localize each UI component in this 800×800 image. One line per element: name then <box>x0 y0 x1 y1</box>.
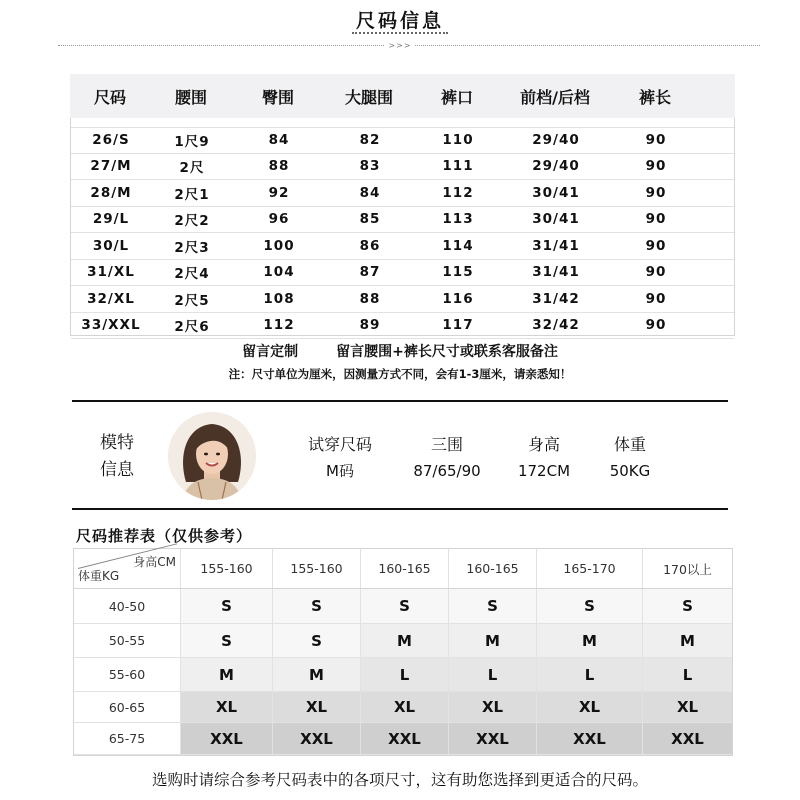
recommend-table <box>73 548 733 756</box>
model-field-label: 试穿尺码 <box>307 435 372 454</box>
cell-size: 28/M <box>90 184 132 201</box>
cell-hem: 115 <box>442 264 474 281</box>
cell-length: 90 <box>645 290 667 307</box>
cell-size: 27/M <box>90 158 132 175</box>
size-cell: S <box>449 589 537 623</box>
cell-hip: 84 <box>268 132 290 149</box>
table-row <box>71 260 734 287</box>
cell-rise: 30/41 <box>532 211 580 228</box>
cell-hem: 116 <box>442 290 474 307</box>
cell-hem: 112 <box>442 184 474 201</box>
size-table-body <box>70 118 735 336</box>
weight-cell: 40-50 <box>74 589 181 623</box>
cell-waist: 2尺4 <box>174 266 210 283</box>
cell-waist: 2尺5 <box>174 292 210 309</box>
cell-length: 90 <box>645 158 667 175</box>
cell-thigh: 87 <box>359 264 381 281</box>
cell-hip: 108 <box>263 290 295 307</box>
model-avatar <box>168 412 256 500</box>
size-cell: S <box>537 589 643 623</box>
cell-hip: 92 <box>268 184 290 201</box>
table-row <box>74 589 732 624</box>
custom-note <box>0 341 800 361</box>
weight-cell: 50-55 <box>74 624 181 657</box>
cell-length: 90 <box>645 264 667 281</box>
size-cell: XXL <box>361 723 449 754</box>
model-field-try-size <box>298 431 382 485</box>
cell-waist: 1尺9 <box>174 134 210 151</box>
table-row <box>74 658 732 692</box>
height-header-cell: 155-160 <box>273 549 361 588</box>
table-row <box>74 624 732 658</box>
cell-hem: 113 <box>442 211 474 228</box>
cell-thigh: 89 <box>359 317 381 334</box>
title-underline <box>352 32 448 34</box>
cell-thigh: 83 <box>359 158 381 175</box>
cell-size: 31/XL <box>87 264 135 281</box>
size-cell: XL <box>181 692 273 722</box>
model-field-height <box>508 431 580 485</box>
custom-label: 留言定制 <box>242 344 299 360</box>
size-cell: M <box>181 658 273 691</box>
table-row <box>71 154 734 181</box>
model-field-value: 50KG <box>609 462 651 480</box>
size-cell: XXL <box>273 723 361 754</box>
size-cell: S <box>181 624 273 657</box>
corner-weight-label: 体重KG <box>78 569 120 583</box>
size-cell: S <box>643 589 732 623</box>
size-cell: XXL <box>449 723 537 754</box>
cell-thigh: 86 <box>359 237 381 254</box>
size-cell: XXL <box>537 723 643 754</box>
size-cell: XXL <box>181 723 273 754</box>
cell-size: 33/XXL <box>81 317 141 334</box>
model-field-label: 身高 <box>527 435 560 454</box>
cell-waist: 2尺 <box>179 160 205 177</box>
header-cell-waist: 腰围 <box>174 87 207 107</box>
size-cell: XL <box>361 692 449 722</box>
size-cell: M <box>273 658 361 691</box>
height-header-cell: 170以上 <box>663 561 712 577</box>
table-row <box>71 233 734 260</box>
model-field-label: 体重 <box>613 435 646 454</box>
cell-waist: 2尺1 <box>174 186 210 203</box>
cell-waist: 2尺3 <box>174 239 210 256</box>
size-cell: XXL <box>643 723 732 754</box>
model-info-label <box>100 430 140 484</box>
table-row <box>74 723 732 755</box>
size-table-header <box>70 74 735 118</box>
model-field-label: 三围 <box>430 435 463 454</box>
corner-height-label: 身高CM <box>133 555 176 569</box>
cell-thigh: 84 <box>359 184 381 201</box>
measurement-note: 注：尺寸单位为厘米，因测量方式不同，会有1-3厘米，请亲悉知！ <box>228 367 572 381</box>
cell-hem: 117 <box>442 317 474 334</box>
height-header-cell: 165-170 <box>537 549 643 588</box>
table-row <box>71 127 734 154</box>
size-cell: S <box>181 589 273 623</box>
cell-length: 90 <box>645 184 667 201</box>
table-row <box>71 207 734 234</box>
header-cell-size: 尺码 <box>93 87 126 107</box>
weight-cell: 60-65 <box>74 692 181 722</box>
section-divider-bottom <box>72 508 728 510</box>
cell-rise: 29/40 <box>532 132 580 149</box>
table-row <box>71 313 734 340</box>
table-row <box>74 692 732 723</box>
size-cell: M <box>537 624 643 657</box>
size-table <box>70 74 735 336</box>
cell-rise: 30/41 <box>532 184 580 201</box>
size-cell: S <box>273 624 361 657</box>
cell-hem: 111 <box>442 158 474 175</box>
height-header-cell: 155-160 <box>181 549 273 588</box>
chevron-arrows-icon: >>> <box>385 41 415 51</box>
table-row <box>71 180 734 207</box>
cell-hip: 96 <box>268 211 290 228</box>
cell-waist: 2尺2 <box>174 213 210 230</box>
header-cell-thigh: 大腿围 <box>344 87 393 107</box>
model-field-value: M码 <box>326 462 354 480</box>
cell-thigh: 85 <box>359 211 381 228</box>
size-cell: L <box>537 658 643 691</box>
model-field-value: 172CM <box>517 462 571 480</box>
cell-size: 26/S <box>92 132 130 149</box>
cell-rise: 31/42 <box>532 290 580 307</box>
cell-length: 90 <box>645 317 667 334</box>
recommend-title: 尺码推荐表（仅供参考） <box>76 527 253 545</box>
weight-cell: 65-75 <box>74 723 181 754</box>
table-row <box>71 286 734 313</box>
header-cell-length: 裤长 <box>638 87 671 107</box>
size-cell: XL <box>273 692 361 722</box>
bottom-note: 选购时请综合参考尺码表中的各项尺寸，这有助您选择到更适合的尺码。 <box>151 771 648 789</box>
size-cell: L <box>449 658 537 691</box>
cell-size: 29/L <box>92 211 130 228</box>
height-header-cell: 160-165 <box>449 549 537 588</box>
cell-rise: 31/41 <box>532 264 580 281</box>
cell-thigh: 88 <box>359 290 381 307</box>
cell-length: 90 <box>645 132 667 149</box>
size-cell: XL <box>449 692 537 722</box>
cell-hip: 112 <box>263 317 295 334</box>
cell-hip: 104 <box>263 264 295 281</box>
recommend-table-header <box>74 549 732 589</box>
cell-rise: 32/42 <box>532 317 580 334</box>
cell-length: 90 <box>645 211 667 228</box>
model-field-weight <box>598 431 662 485</box>
size-cell: XL <box>537 692 643 722</box>
model-portrait-icon <box>168 412 256 500</box>
section-divider-top <box>72 400 728 402</box>
size-cell: S <box>273 589 361 623</box>
custom-text: 留言腰围+裤长尺寸或联系客服备注 <box>336 344 558 360</box>
cell-length: 90 <box>645 237 667 254</box>
cell-waist: 2尺6 <box>174 319 210 336</box>
header-cell-rise: 前档/后档 <box>520 87 590 107</box>
model-label-line1: 模特 <box>100 433 134 453</box>
model-label-line2: 信息 <box>100 460 134 480</box>
size-cell: L <box>643 658 732 691</box>
corner-cell <box>74 549 181 588</box>
model-field-value: 87/65/90 <box>413 462 481 480</box>
cell-hem: 110 <box>442 132 474 149</box>
cell-hip: 100 <box>263 237 295 254</box>
cell-size: 30/L <box>92 237 130 254</box>
cell-size: 32/XL <box>87 290 135 307</box>
weight-cell: 55-60 <box>74 658 181 691</box>
cell-hem: 114 <box>442 237 474 254</box>
size-cell: M <box>361 624 449 657</box>
cell-thigh: 82 <box>359 132 381 149</box>
size-cell: S <box>361 589 449 623</box>
header-cell-hem: 裤口 <box>440 87 473 107</box>
size-cell: L <box>361 658 449 691</box>
size-cell: M <box>449 624 537 657</box>
model-field-measurements <box>404 431 490 485</box>
height-header-cell: 160-165 <box>361 549 449 588</box>
cell-hip: 88 <box>268 158 290 175</box>
size-cell: M <box>643 624 732 657</box>
size-cell: XL <box>643 692 732 722</box>
header-cell-hip: 臀围 <box>261 87 294 107</box>
page-title: 尺码信息 <box>355 10 444 32</box>
cell-rise: 31/41 <box>532 237 580 254</box>
cell-rise: 29/40 <box>532 158 580 175</box>
